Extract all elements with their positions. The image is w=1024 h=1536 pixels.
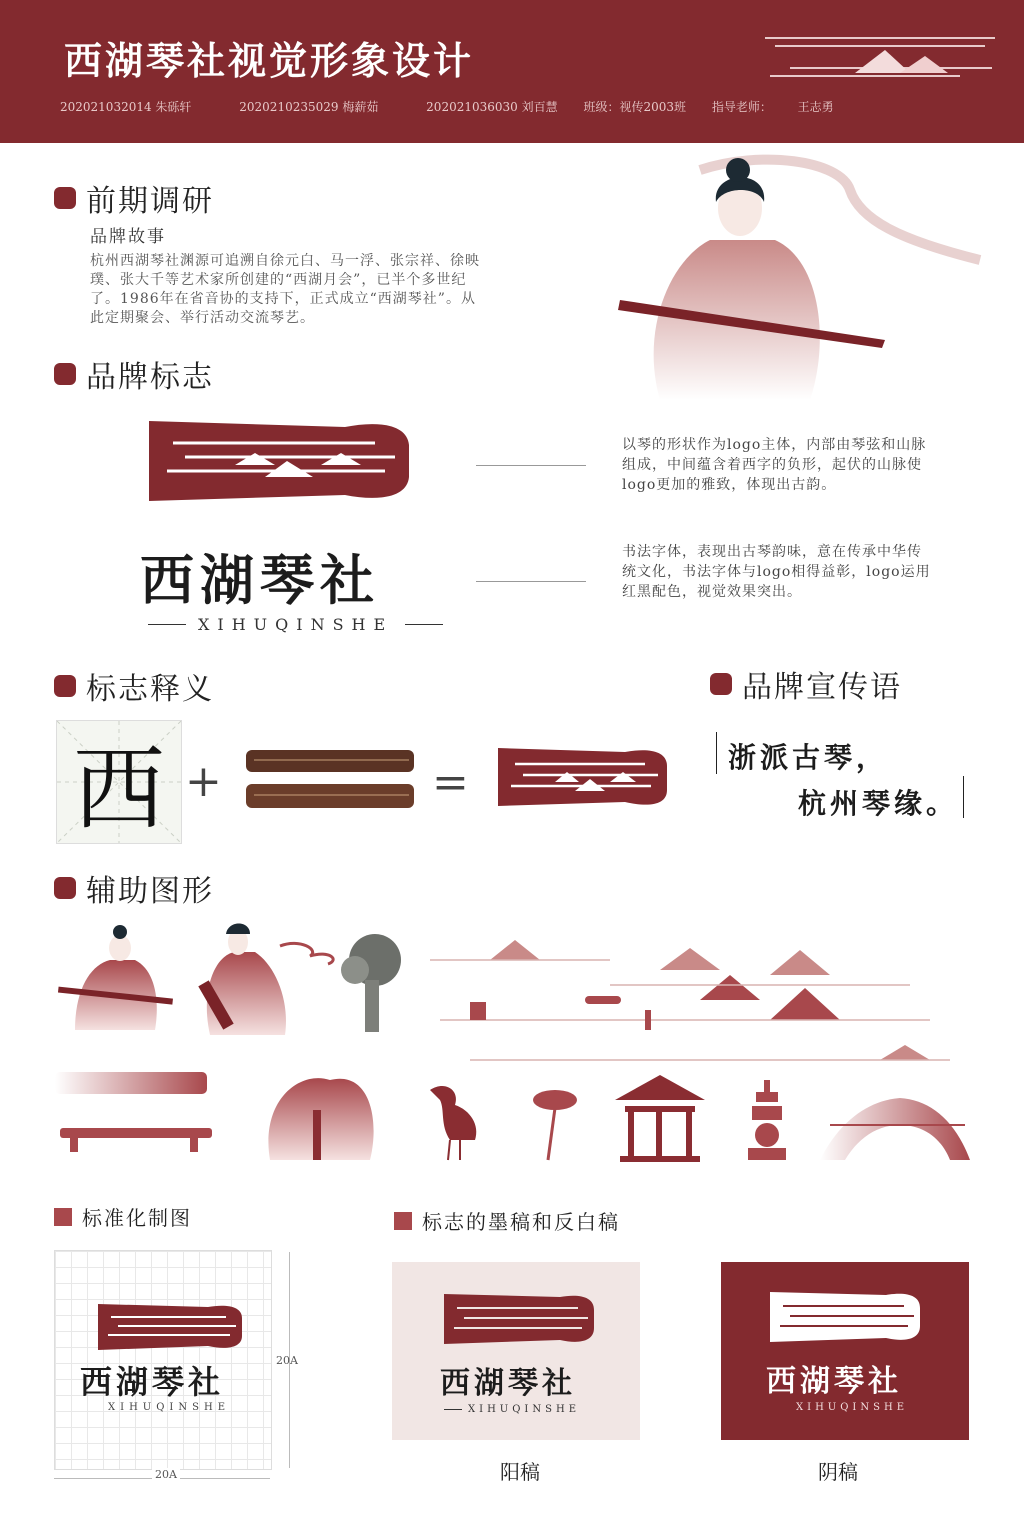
divider (148, 624, 186, 625)
slogan-line-1: 浙派古琴， (728, 741, 889, 774)
credit-student-2: 202021023​5029 梅薪茹 (239, 100, 379, 114)
credits-line (60, 98, 878, 115)
brand-story-subheading: 品牌故事 (90, 227, 166, 247)
connector-line (476, 581, 586, 582)
brand-story-text: 杭州西湖琴社渊源可追溯自徐元白、马一浮、张宗祥、徐映 璞、张大千等艺术家所创建的“西湖月会”，已半个多世纪 了。1986年在省音协的支持下，正式成立“西湖琴社”。从 此定期聚会、举行活动交流琴艺。 (90, 253, 480, 326)
xi-character-tile (56, 720, 182, 844)
grid-pinyin: XIHUQINSHE (108, 1402, 230, 1413)
negative-logo-mark (768, 1290, 924, 1344)
credit-student-3: 202021036030 刘百慧 (426, 100, 558, 114)
standard-heading: 标准化制图 (54, 1202, 192, 1231)
slogan-bar-left (716, 732, 717, 774)
plus-sign: + (185, 756, 222, 807)
meaning-heading: 标志释义 (54, 664, 214, 708)
positive-logo-mark (442, 1292, 598, 1346)
tree-cloud-illustration (280, 934, 401, 1032)
square-bullet-icon (54, 1208, 72, 1226)
logo-description-2: 书法字体，表现出古琴韵味，意在传承中华传 统文化，书法字体与logo相得益彰，logo运用 红黑配色，视觉效果突出。 (622, 544, 931, 600)
guqin-logo-mark-small (495, 744, 670, 810)
seated-player-figure-1 (58, 925, 173, 1030)
bridge-icon (820, 1098, 970, 1160)
landscape-mountains (430, 940, 950, 1060)
negative-label: 阴稿 (818, 1460, 858, 1484)
slogan-heading: 品牌宣传语 (710, 662, 902, 706)
pavilion-icon (615, 1075, 705, 1162)
auxiliary-graphics (50, 920, 1000, 1170)
connector-line (476, 465, 586, 466)
variants-heading: 标志的墨稿和反白稿 (394, 1206, 620, 1235)
xi-character: 西 (72, 736, 165, 843)
square-bullet-icon (394, 1212, 412, 1230)
credit-class: 班级：视传2003班 (583, 100, 686, 114)
bullet-icon (54, 363, 76, 385)
divider (444, 1409, 462, 1410)
dimension-label-vertical: 20A (276, 1354, 298, 1367)
guqin-player-illustration (600, 150, 1000, 400)
divider (405, 624, 443, 625)
positive-label: 阳稿 (500, 1460, 540, 1484)
willow-tree-icon (268, 1078, 373, 1160)
negative-logo-panel (721, 1262, 969, 1440)
header-mountain-motif (760, 28, 1000, 83)
guqin-logo-mark (145, 415, 413, 505)
heron-icon (430, 1086, 476, 1160)
guqin-photo-illustration (244, 748, 416, 812)
seated-player-figure-2 (198, 924, 286, 1036)
credit-student-1: 202021032014 朱砾轩 (60, 100, 192, 114)
logo-description-1: 以琴的形状作为logo主体，内部由琴弦和山脉 组成，中间蕴含着西字的负形，起伏的山脉使 logo更加的雅致，体现出古韵。 (622, 437, 927, 493)
equals-sign: = (432, 757, 469, 808)
slogan-line-2: 杭州琴缘。 (798, 787, 959, 820)
page-title: 西湖琴社视觉形象设计 (64, 38, 475, 83)
slogan-bar-right (963, 776, 964, 818)
positive-pinyin: XIHUQINSHE (438, 1404, 580, 1415)
negative-pinyin: XIHUQINSHE (796, 1402, 908, 1413)
auxiliary-heading: 辅助图形 (54, 866, 214, 910)
negative-wordmark: 西湖琴社 (766, 1364, 902, 1399)
credit-teacher-label: 指导老师： (711, 100, 772, 114)
grid-logo-mark (96, 1302, 246, 1352)
credit-teacher-name: 王志勇 (797, 100, 834, 114)
dimension-label-horizontal: 20A (152, 1468, 180, 1481)
pagoda-icon (748, 1080, 786, 1160)
logo-heading: 品牌标志 (54, 352, 214, 396)
guqin-table-icon (55, 1072, 212, 1152)
bullet-icon (54, 187, 76, 209)
bullet-icon (54, 877, 76, 899)
bullet-icon (710, 673, 732, 695)
logo-pinyin: XIHUQINSHE (136, 615, 455, 634)
bullet-icon (54, 675, 76, 697)
grid-wordmark: 西湖琴社 (80, 1363, 225, 1401)
positive-wordmark: 西湖琴社 (440, 1366, 576, 1401)
logo-wordmark: 西湖琴社 (140, 548, 380, 612)
research-heading: 前期调研 (54, 176, 214, 220)
lotus-leaf-icon (533, 1090, 577, 1160)
